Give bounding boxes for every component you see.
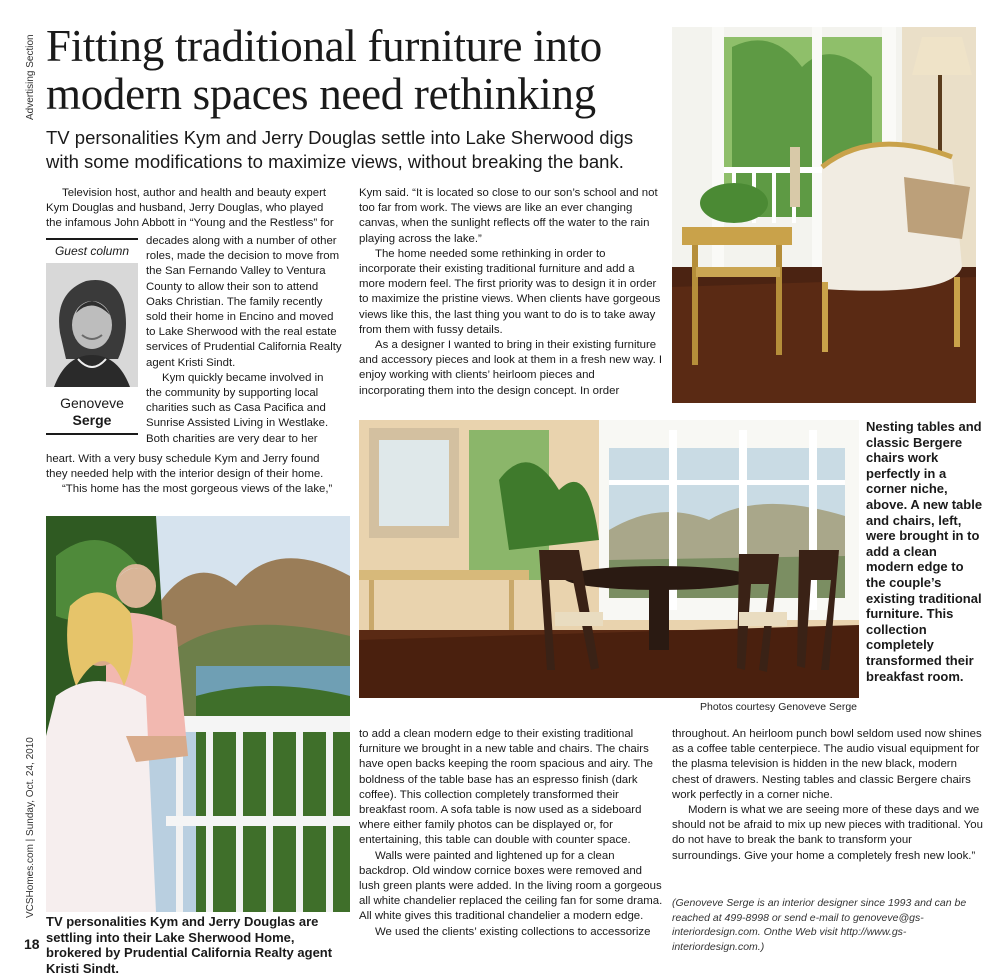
couple-caption: TV personalities Kym and Jerry Douglas are settling into their Lake Sherwood Home, brokered by Prudential California Realty agent Kristi Sindt. <box>46 914 333 976</box>
col1-paragraph-1: Television host, author and health and beauty expert Kym Douglas and husband, Jerry Douglas, who played the infamous John Abbott in “Young and the Restless” for <box>46 187 334 230</box>
col3-paragraph-2: Modern is what we are seeing more of these days and we should not be afraid to mix up new pieces with traditional. You do not have to break the bank to transform your surroundings. Give your home a completely fresh new look.” <box>672 804 983 862</box>
column-1-wrap <box>146 234 342 447</box>
author-photo <box>46 263 138 387</box>
col1-paragraph-2-cont: heart. With a very busy schedule Kym and Jerry found they needed help with the interior design of their home. <box>46 453 324 481</box>
section-label: Advertising Section <box>25 34 36 120</box>
col3-paragraph-1: throughout. An heirloom punch bowl seldom used now shines as a coffee table centerpiece. The audio visual equipment for the plasma television is hidden in the new black, modern chest of drawers. Nesting tables and classic Bergere chairs work perfectly in a corner niche. <box>672 728 982 801</box>
photo-credit: Photos courtesy Genoveve Serge <box>700 701 858 713</box>
nesting-tables-caption: Nesting tables and classic Bergere chairs work perfectly in a corner niche, above. A new table and chairs, left, were brought in to add a clean modern edge to the couple’s existing traditional furniture. This collection completely transformed their breakfast room. <box>866 419 983 684</box>
headline: Fitting traditional furniture into modern spaces need rethinking <box>46 21 602 119</box>
author-last-name: Serge <box>72 412 112 428</box>
col2-lower-paragraph-2: Walls were painted and lightened up for a clean backdrop. Old window cornice boxes were removed and lush green plants were added. In the living room a gorgeous all white chandelier replaced the ceiling fan for some drama. All white gives this traditional chandelier a modern edge. <box>359 849 663 923</box>
author-first-name: Genoveve <box>60 395 124 411</box>
nesting-tables-photo <box>672 27 976 403</box>
col2-paragraph-2: The home needed some rethinking in order to incorporate their existing traditional furniture and add a more modern feel. The first priority was to design it in order to maximize the pristine views. When clients have gorgeous views like this, the last thing you want to do is to take away from them with fussy details. <box>359 247 661 336</box>
deck: TV personalities Kym and Jerry Douglas settle into Lake Sherwood digs with some modifications to maximize views, without breaking the bank. <box>46 127 634 172</box>
column-1-bottom <box>46 452 342 498</box>
col2-lower-paragraph-3: We used the clients’ existing collections to accessorize <box>375 925 651 938</box>
column-1-top <box>46 186 342 232</box>
dining-room-photo <box>359 420 859 698</box>
col1-paragraph-1-cont: decades along with a number of other roles, made the decision to move from the San Fernando Valley to Ventura County to allow their son to attend Oaks Christian. The family recently sold their home in Encino and moved to Lake Sherwood with the real estate services of Prudential California Realty agent Kristi Sindt. <box>146 235 342 369</box>
col1-paragraph-3: “This home has the most gorgeous views of the lake,” <box>62 483 333 496</box>
col2-paragraph-1: Kym said. “It is located so close to our son’s school and not too far from work. The views are like an ever changing canvas, when the sunlight reflects off the water to the rain playing across the lake.” <box>359 187 658 245</box>
column-2-top <box>359 186 663 399</box>
dateline: VCSHomes.com | Sunday, Oct. 24, 2010 <box>25 737 36 918</box>
couple-photo <box>46 516 350 912</box>
guest-column-box <box>46 238 138 435</box>
col2-paragraph-3: As a designer I wanted to bring in their existing furniture and accessory pieces and look at them in a fresh new way. I enjoy working with clients’ heirloom pieces and incorporating them into the design concept. In order <box>359 339 663 397</box>
page-number: 18 <box>24 936 40 952</box>
column-3-bottom <box>672 727 984 864</box>
col2-lower-paragraph-1: to add a clean modern edge to their existing traditional furniture we brought in a new table and chairs. The chairs have open backs keeping the room spacious and airy. The boldness of the table base has an espresso finish (dark coffee). This collection completely transformed their breakfast room. A sofa table is now used as a sideboard where either family photos can be displayed or, for entertaining, this table can double with counter space. <box>359 728 654 847</box>
guest-rule-bottom <box>46 433 138 435</box>
column-2-bottom <box>359 727 663 940</box>
col1-paragraph-2: Kym quickly became involved in the community by supporting local charities such as Casa Pacifica and Sunrise Assisted Living in Westlake. Both charities are very dear to her <box>146 371 329 445</box>
author-bio: (Genoveve Serge is an interior designer since 1993 and can be reached at 499-8998 or send e-mail to genoveve@gs-interiordesign.com. Onthe Web visit http://www.gs-interiordesign.com.) <box>672 897 967 953</box>
guest-column-label: Guest column <box>54 244 130 258</box>
